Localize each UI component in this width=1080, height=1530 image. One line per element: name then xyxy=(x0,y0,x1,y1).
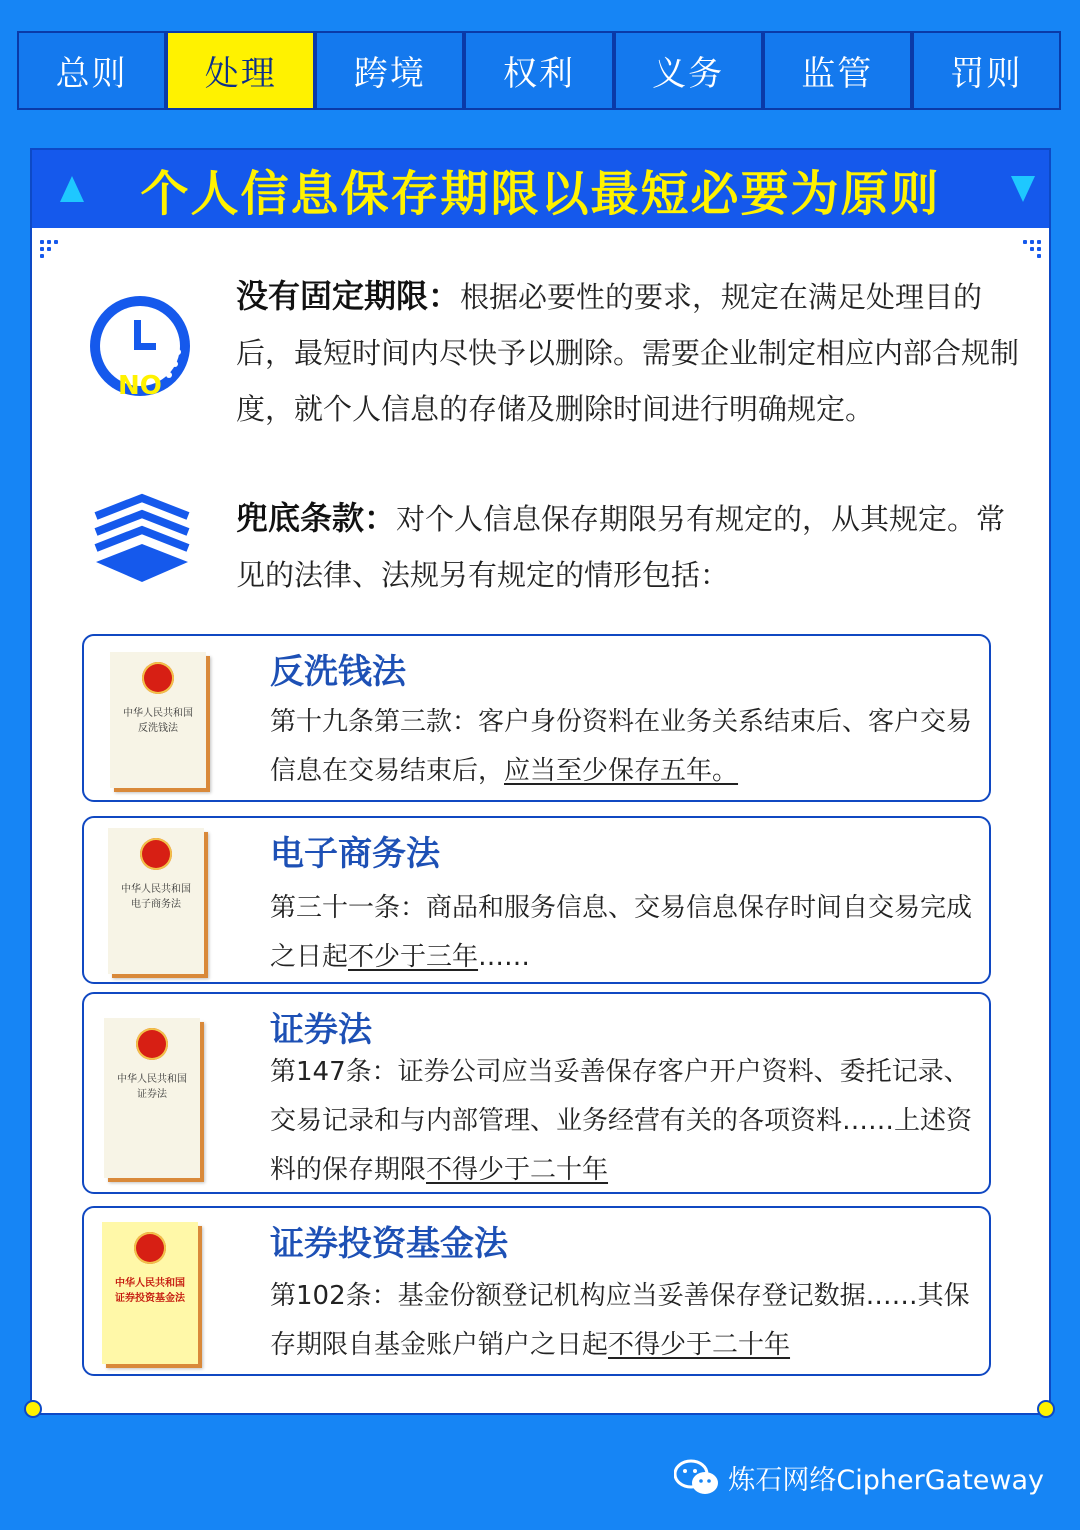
tab-penalties[interactable]: 罚则 xyxy=(912,31,1061,110)
law-title: 证券投资基金法 xyxy=(270,1224,508,1264)
book-line2: 反洗钱法 xyxy=(138,723,178,734)
law-key-requirement: 应当至少保存五年。 xyxy=(504,756,739,786)
national-emblem-icon xyxy=(140,838,172,870)
law-title: 反洗钱法 xyxy=(270,652,406,692)
book-line2: 电子商务法 xyxy=(131,899,181,910)
law-text: 第十九条第三款：客户身份资料在业务关系结束后、客户交易信息在交易结束后，应当至少保存五年。 xyxy=(270,707,973,786)
section-no-fixed-term xyxy=(236,268,1026,437)
law-text: 第102条：基金份额登记机构应当妥善保存登记数据……其保存期限自基金账户销户之日起不得少于二十年 xyxy=(270,1281,970,1360)
layers-icon xyxy=(92,486,192,586)
tab-supervision[interactable]: 监管 xyxy=(763,31,912,110)
tab-obligations[interactable]: 义务 xyxy=(614,31,763,110)
section1-heading: 没有固定期限： xyxy=(236,277,461,315)
law-text: 第三十一条：商品和服务信息、交易信息保存时间自交易完成之日起不少于三年…… xyxy=(270,893,973,972)
law-key-requirement: 不少于三年 xyxy=(348,942,479,972)
book-line1: 中华人民共和国 xyxy=(117,1074,187,1085)
book-line1: 中华人民共和国 xyxy=(115,1278,185,1289)
national-emblem-icon xyxy=(134,1232,166,1264)
book-line1: 中华人民共和国 xyxy=(123,708,193,719)
law-text: 第147条：证券公司应当妥善保存客户开户资料、委托记录、交易记录和与内部管理、业务经营有关的各项资料……上述资料的保存期限不得少于二十年 xyxy=(270,1057,973,1185)
law-card-anti-money-laundering[interactable] xyxy=(82,634,991,802)
national-emblem-icon xyxy=(142,662,174,694)
book-line2: 证券法 xyxy=(137,1089,167,1100)
law-key-requirement: 不得少于二十年 xyxy=(608,1330,791,1360)
law-title: 电子商务法 xyxy=(270,834,440,874)
clock-no-label: NO xyxy=(118,371,162,401)
book-cover-image xyxy=(110,652,206,788)
triangle-down-icon xyxy=(1011,176,1035,202)
card-title: 个人信息保存期限以最短必要为原则 xyxy=(140,165,941,222)
tab-general[interactable]: 总则 xyxy=(17,31,166,110)
law-title: 证券法 xyxy=(270,1010,372,1050)
section1-text: 根据必要性的要求，规定在满足处理目的后，最短时间内尽快予以删除。需要企业制定相应内部合规制度，就个人信息的存储及删除时间进行明确规定。 xyxy=(236,280,1020,426)
book-cover-image xyxy=(104,1018,200,1178)
tab-cross-border[interactable]: 跨境 xyxy=(315,31,464,110)
wechat-icon xyxy=(674,1459,720,1497)
dots-decoration-icon xyxy=(40,240,62,262)
book-line1: 中华人民共和国 xyxy=(121,884,191,895)
law-card-e-commerce[interactable] xyxy=(82,816,991,984)
book-line2: 证券投资基金法 xyxy=(115,1293,185,1304)
triangle-up-icon xyxy=(60,176,84,202)
section2-text: 对个人信息保存期限另有规定的，从其规定。常见的法律、法规另有规定的情形包括： xyxy=(236,502,1006,592)
card-header xyxy=(32,150,1049,228)
dots-decoration-icon xyxy=(1023,240,1045,262)
footer-brand xyxy=(674,1458,1044,1497)
law-card-securities-investment-fund[interactable] xyxy=(82,1206,991,1376)
content-card xyxy=(30,148,1051,1415)
section-fallback-clause xyxy=(236,490,1026,603)
section2-heading: 兜底条款： xyxy=(236,499,397,537)
law-key-requirement: 不得少于二十年 xyxy=(426,1155,609,1185)
book-cover-image xyxy=(102,1222,198,1364)
tab-rights[interactable]: 权利 xyxy=(464,31,613,110)
corner-dot-icon xyxy=(1037,1400,1055,1418)
law-card-securities[interactable] xyxy=(82,992,991,1194)
book-cover-image xyxy=(108,828,204,974)
category-tabs xyxy=(17,31,1061,110)
tab-processing[interactable]: 处理 xyxy=(166,31,315,110)
corner-dot-icon xyxy=(24,1400,42,1418)
brand-name: 炼石网络CipherGateway xyxy=(728,1465,1044,1496)
clock-no-icon xyxy=(84,290,196,402)
national-emblem-icon xyxy=(136,1028,168,1060)
